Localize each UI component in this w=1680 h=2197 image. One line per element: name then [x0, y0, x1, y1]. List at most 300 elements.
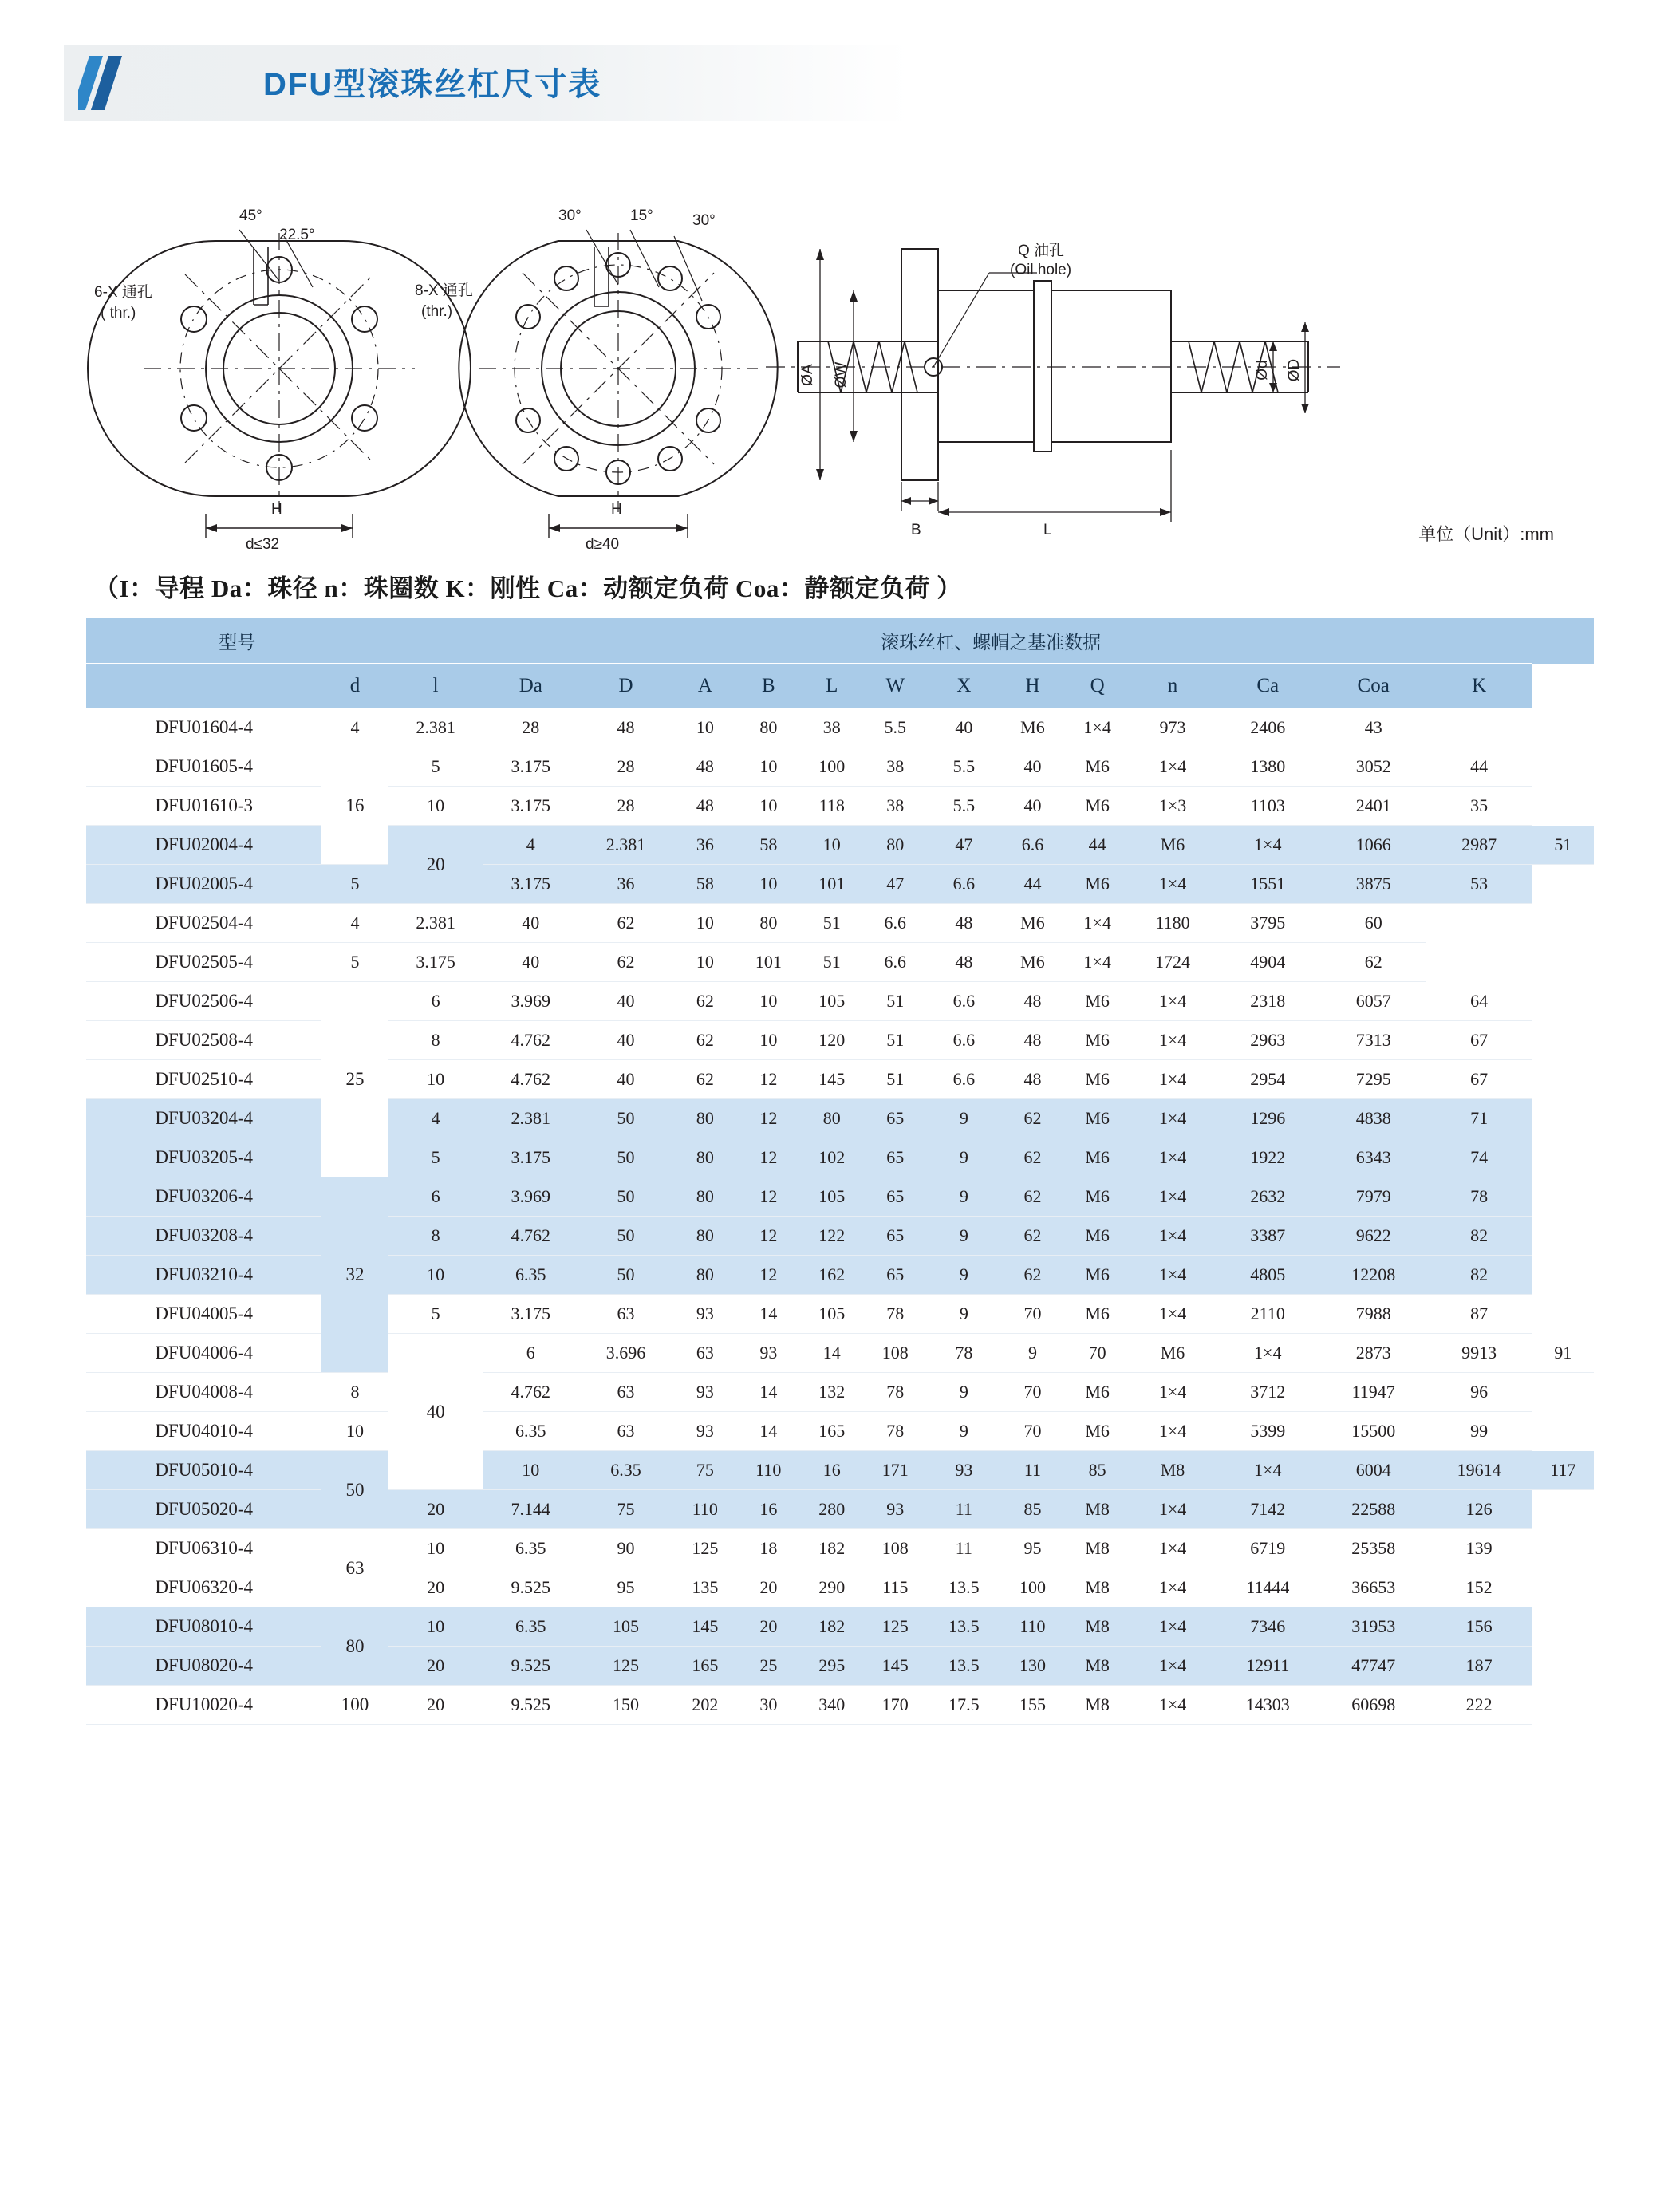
- cell-k: 60: [1320, 904, 1426, 943]
- table-row: [86, 943, 1594, 982]
- cell-a: 202: [673, 1686, 736, 1725]
- cell-da: 3.175: [483, 747, 578, 787]
- cell-model: DFU02510-4: [86, 1060, 321, 1099]
- cell-l: 5: [388, 747, 483, 787]
- cell-n: 1×4: [1064, 708, 1130, 747]
- page-header: [0, 45, 1680, 128]
- column-header-n: n: [1130, 664, 1215, 709]
- cell-h: 100: [1001, 1568, 1064, 1607]
- cell-d: 63: [321, 1529, 388, 1607]
- cell-ca: 2110: [1215, 1295, 1320, 1334]
- cell-ca: 1180: [1130, 904, 1215, 943]
- cell-d: 95: [578, 1568, 673, 1607]
- specification-table: [86, 618, 1594, 1725]
- cell-b: 10: [800, 826, 863, 865]
- cell-k: 78: [1426, 1177, 1532, 1217]
- cell-h: 48: [927, 943, 1001, 982]
- cell-l: 290: [800, 1568, 863, 1607]
- label-left-holes-sub: ( thr.): [101, 305, 136, 321]
- cell-l: 10: [483, 1451, 578, 1490]
- cell-d: 50: [321, 1451, 388, 1529]
- cell-b: 10: [737, 865, 800, 904]
- cell-ca: 2954: [1215, 1060, 1320, 1099]
- cell-a: 58: [673, 865, 736, 904]
- label-dim-H-left: H: [271, 501, 282, 518]
- cell-a: 125: [673, 1529, 736, 1568]
- cell-d: 63: [673, 1334, 736, 1373]
- cell-da: 3.175: [388, 943, 483, 982]
- cell-b: 14: [800, 1334, 863, 1373]
- cell-n: 1×4: [1130, 1256, 1215, 1295]
- label-dim-L: L: [1043, 522, 1052, 538]
- cell-k: 187: [1426, 1647, 1532, 1686]
- cell-d: 50: [578, 1256, 673, 1295]
- cell-l: 132: [800, 1373, 863, 1412]
- cell-da: 4.762: [483, 1060, 578, 1099]
- cell-d: 32: [321, 1177, 388, 1373]
- cell-d: 75: [673, 1451, 736, 1490]
- cell-l: 105: [800, 1177, 863, 1217]
- cell-ca: 2318: [1215, 982, 1320, 1021]
- cell-ca: 2632: [1215, 1177, 1320, 1217]
- cell-n: 1×4: [1130, 1607, 1215, 1647]
- cell-da: 9.525: [483, 1647, 578, 1686]
- cell-l: 165: [800, 1412, 863, 1451]
- cell-l: 10: [388, 1529, 483, 1568]
- cell-x: 5.5: [864, 708, 927, 747]
- cell-model: DFU04010-4: [86, 1412, 321, 1451]
- cell-d: 28: [483, 708, 578, 747]
- cell-a: 80: [673, 1217, 736, 1256]
- label-left-holes: 6-X 通孔: [94, 284, 152, 301]
- cell-x: 6.6: [1001, 826, 1064, 865]
- cell-w: 78: [927, 1334, 1001, 1373]
- cell-q: M6: [1064, 1099, 1130, 1138]
- cell-x: 13.5: [927, 1568, 1001, 1607]
- cell-a: 110: [737, 1451, 800, 1490]
- cell-b: 10: [673, 943, 736, 982]
- label-dim-phiW: ØW: [833, 361, 850, 389]
- cell-w: 47: [927, 826, 1001, 865]
- cell-l: 8: [321, 1373, 388, 1412]
- cell-k: 87: [1426, 1295, 1532, 1334]
- cell-d: 25: [321, 982, 388, 1177]
- cell-x: 9: [927, 1099, 1001, 1138]
- cell-l: 171: [864, 1451, 927, 1490]
- cell-b: 12: [737, 1217, 800, 1256]
- cell-q: M8: [1064, 1490, 1130, 1529]
- cell-ca: 6004: [1320, 1451, 1426, 1490]
- cell-h: 70: [1001, 1412, 1064, 1451]
- cell-a: 165: [673, 1647, 736, 1686]
- cell-x: 5.5: [927, 747, 1001, 787]
- cell-x: 9: [927, 1256, 1001, 1295]
- cell-h: 48: [927, 904, 1001, 943]
- cell-coa: 31953: [1320, 1607, 1426, 1647]
- cell-n: 1×4: [1130, 1295, 1215, 1334]
- table-row: [86, 1607, 1594, 1647]
- cell-l: 100: [800, 747, 863, 787]
- cell-n: 1×4: [1130, 1568, 1215, 1607]
- cell-l: 295: [800, 1647, 863, 1686]
- header-model: 型号: [86, 618, 388, 664]
- cell-ca: 5399: [1215, 1412, 1320, 1451]
- cell-q: M6: [1001, 708, 1064, 747]
- cell-h: 40: [1001, 747, 1064, 787]
- cell-a: 62: [673, 982, 736, 1021]
- cell-coa: 4904: [1215, 943, 1320, 982]
- cell-q: M6: [1064, 747, 1130, 787]
- cell-ca: 1103: [1215, 787, 1320, 826]
- cell-l: 4: [388, 1099, 483, 1138]
- table-row: [86, 1295, 1594, 1334]
- cell-w: 51: [800, 904, 863, 943]
- cell-coa: 15500: [1320, 1412, 1426, 1451]
- cell-l: 10: [388, 1607, 483, 1647]
- cell-d: 63: [578, 1412, 673, 1451]
- cell-l: 162: [800, 1256, 863, 1295]
- cell-w: 78: [864, 1373, 927, 1412]
- cell-l: 20: [388, 1490, 483, 1529]
- cell-w: 51: [864, 1021, 927, 1060]
- cell-l: 20: [388, 1647, 483, 1686]
- cell-model: DFU02005-4: [86, 865, 321, 904]
- cell-coa: 19614: [1426, 1451, 1532, 1490]
- cell-ca: 3387: [1215, 1217, 1320, 1256]
- cell-w: 93: [927, 1451, 1001, 1490]
- cell-model: DFU03206-4: [86, 1177, 321, 1217]
- cell-w: 65: [864, 1177, 927, 1217]
- cell-k: 67: [1426, 1060, 1532, 1099]
- cell-k: 156: [1426, 1607, 1532, 1647]
- cell-n: 1×4: [1064, 943, 1130, 982]
- cell-k: 74: [1426, 1138, 1532, 1177]
- cell-l: 80: [800, 1099, 863, 1138]
- cell-coa: 47747: [1320, 1647, 1426, 1686]
- cell-d: 40: [578, 1021, 673, 1060]
- cell-b: 10: [737, 982, 800, 1021]
- column-header-coa: Coa: [1320, 664, 1426, 709]
- cell-h: 40: [1001, 787, 1064, 826]
- cell-w: 145: [864, 1647, 927, 1686]
- cell-coa: 9913: [1426, 1334, 1532, 1373]
- cell-x: 9: [927, 1412, 1001, 1451]
- cell-a: 62: [578, 943, 673, 982]
- cell-h: 85: [1064, 1451, 1130, 1490]
- cell-b: 12: [737, 1256, 800, 1295]
- cell-q: M6: [1064, 1177, 1130, 1217]
- cell-q: M6: [1130, 1334, 1215, 1373]
- cell-l: 182: [800, 1607, 863, 1647]
- cell-ca: 7346: [1215, 1607, 1320, 1647]
- cell-k: 82: [1426, 1217, 1532, 1256]
- cell-a: 80: [673, 1099, 736, 1138]
- cell-l: 6: [388, 982, 483, 1021]
- cell-a: 80: [673, 1138, 736, 1177]
- table-body: [86, 708, 1594, 1725]
- cell-d: 105: [578, 1607, 673, 1647]
- cell-h: 70: [1001, 1373, 1064, 1412]
- label-dim-B: B: [911, 522, 921, 538]
- cell-q: M6: [1064, 1217, 1130, 1256]
- cell-l: 118: [800, 787, 863, 826]
- cell-h: 95: [1001, 1529, 1064, 1568]
- table-row: [86, 1490, 1594, 1529]
- column-header-l: l: [388, 664, 483, 709]
- cell-x: 9: [927, 1138, 1001, 1177]
- cell-model: DFU06310-4: [86, 1529, 321, 1568]
- cell-n: 1×4: [1130, 1177, 1215, 1217]
- cell-model: DFU10020-4: [86, 1686, 321, 1725]
- cell-da: 6.35: [483, 1256, 578, 1295]
- cell-n: 1×4: [1130, 982, 1215, 1021]
- cell-w: 51: [864, 1060, 927, 1099]
- table-row: [86, 1177, 1594, 1217]
- column-header-x: X: [927, 664, 1001, 709]
- cell-w: 65: [864, 1217, 927, 1256]
- cell-q: M8: [1064, 1686, 1130, 1725]
- cell-h: 130: [1001, 1647, 1064, 1686]
- cell-k: 67: [1426, 1021, 1532, 1060]
- cell-l: 4: [483, 826, 578, 865]
- cell-l: 8: [388, 1217, 483, 1256]
- cell-l: 4: [321, 904, 388, 943]
- cell-l: 101: [737, 943, 800, 982]
- cell-x: 5.5: [927, 787, 1001, 826]
- cell-h: 62: [1001, 1177, 1064, 1217]
- cell-d: 36: [578, 865, 673, 904]
- cell-b: 10: [737, 787, 800, 826]
- cell-coa: 25358: [1320, 1529, 1426, 1568]
- cell-n: 1×4: [1130, 1099, 1215, 1138]
- cell-model: DFU03210-4: [86, 1256, 321, 1295]
- cell-x: 9: [927, 1217, 1001, 1256]
- cell-w: 170: [864, 1686, 927, 1725]
- cell-n: 1×4: [1130, 1412, 1215, 1451]
- cell-w: 38: [864, 787, 927, 826]
- cell-q: M6: [1064, 865, 1130, 904]
- cell-d: 50: [578, 1177, 673, 1217]
- cell-ca: 14303: [1215, 1686, 1320, 1725]
- cell-da: 4.762: [483, 1021, 578, 1060]
- cell-w: 65: [864, 1099, 927, 1138]
- cell-model: DFU06320-4: [86, 1568, 321, 1607]
- cell-b: 12: [737, 1138, 800, 1177]
- cell-b: 16: [737, 1490, 800, 1529]
- table-row: [86, 1217, 1594, 1256]
- cell-coa: 60698: [1320, 1686, 1426, 1725]
- cell-n: 1×4: [1130, 1490, 1215, 1529]
- cell-x: 11: [927, 1490, 1001, 1529]
- cell-l: 5: [321, 865, 388, 904]
- cell-b: 10: [673, 708, 736, 747]
- cell-n: 1×4: [1064, 904, 1130, 943]
- cell-d: 40: [388, 1334, 483, 1490]
- cell-x: 6.6: [927, 1021, 1001, 1060]
- cell-a: 93: [673, 1295, 736, 1334]
- cell-l: 105: [800, 1295, 863, 1334]
- cell-d: 80: [321, 1607, 388, 1686]
- label-oil-hole-sub: (Oil hole): [1010, 262, 1072, 278]
- cell-k: 62: [1320, 943, 1426, 982]
- cell-h: 110: [1001, 1607, 1064, 1647]
- column-header-k: K: [1426, 664, 1532, 709]
- cell-a: 93: [737, 1334, 800, 1373]
- cell-b: 20: [737, 1607, 800, 1647]
- cell-model: DFU04008-4: [86, 1373, 321, 1412]
- cell-l: 101: [800, 865, 863, 904]
- cell-coa: 6057: [1320, 982, 1426, 1021]
- cell-q: M6: [1001, 943, 1064, 982]
- cell-x: 9: [927, 1373, 1001, 1412]
- cell-a: 145: [673, 1607, 736, 1647]
- cell-d: 40: [578, 982, 673, 1021]
- cell-k: 51: [1532, 826, 1594, 865]
- cell-h: 44: [1064, 826, 1130, 865]
- cell-model: DFU08020-4: [86, 1647, 321, 1686]
- cell-coa: 4838: [1320, 1099, 1426, 1138]
- cell-a: 135: [673, 1568, 736, 1607]
- label-dim-phiA: ØA: [799, 364, 816, 386]
- cell-k: 222: [1426, 1686, 1532, 1725]
- cell-model: DFU05020-4: [86, 1490, 321, 1529]
- cell-d: 150: [578, 1686, 673, 1725]
- cell-coa: 2406: [1215, 708, 1320, 747]
- cell-k: 126: [1426, 1490, 1532, 1529]
- cell-x: 13.5: [927, 1607, 1001, 1647]
- column-header-d: D: [578, 664, 673, 709]
- cell-h: 48: [1001, 1060, 1064, 1099]
- cell-x: 11: [927, 1529, 1001, 1568]
- cell-b: 14: [737, 1412, 800, 1451]
- cell-w: 47: [864, 865, 927, 904]
- cell-b: 16: [800, 1451, 863, 1490]
- cell-ca: 6719: [1215, 1529, 1320, 1568]
- label-angle-30b: 30°: [692, 212, 716, 229]
- cell-d: 50: [578, 1099, 673, 1138]
- cell-a: 80: [673, 1256, 736, 1295]
- table-row: [86, 826, 1594, 865]
- cell-b: 25: [737, 1647, 800, 1686]
- cell-x: 6.6: [864, 943, 927, 982]
- cell-q: M6: [1064, 1138, 1130, 1177]
- cell-h: 44: [1001, 865, 1064, 904]
- cell-k: 71: [1426, 1099, 1532, 1138]
- cell-d: 40: [483, 904, 578, 943]
- cell-d: 125: [578, 1647, 673, 1686]
- cell-l: 6: [388, 1177, 483, 1217]
- cell-ca: 4805: [1215, 1256, 1320, 1295]
- cell-k: 96: [1426, 1373, 1532, 1412]
- cell-coa: 3052: [1320, 747, 1426, 787]
- cell-da: 9.525: [483, 1686, 578, 1725]
- cell-l: 182: [800, 1529, 863, 1568]
- cell-k: 139: [1426, 1529, 1532, 1568]
- cell-h: 62: [1001, 1099, 1064, 1138]
- cell-n: 1×4: [1130, 1138, 1215, 1177]
- column-header-ca: Ca: [1215, 664, 1320, 709]
- drawing-svg: [0, 153, 1680, 560]
- cell-coa: 22588: [1320, 1490, 1426, 1529]
- cell-l: 5: [388, 1138, 483, 1177]
- cell-w: 38: [800, 708, 863, 747]
- page-title: DFU型滚珠丝杠尺寸表: [263, 67, 602, 102]
- cell-x: 17.5: [927, 1686, 1001, 1725]
- column-header-b: B: [737, 664, 800, 709]
- cell-da: 4.762: [483, 1373, 578, 1412]
- cell-d: 40: [578, 1060, 673, 1099]
- cell-q: M8: [1064, 1607, 1130, 1647]
- column-header-d: d: [321, 664, 388, 709]
- cell-a: 48: [673, 787, 736, 826]
- cell-ca: 2873: [1320, 1334, 1426, 1373]
- cell-b: 10: [737, 1021, 800, 1060]
- table-row: [86, 1647, 1594, 1686]
- cell-ca: 7142: [1215, 1490, 1320, 1529]
- cell-l: 80: [737, 708, 800, 747]
- label-oil-hole: Q 油孔: [1018, 243, 1065, 259]
- label-mid-holes-sub: (thr.): [421, 303, 453, 320]
- column-header-a: A: [673, 664, 736, 709]
- column-header-l: L: [800, 664, 863, 709]
- label-dim-phid: Ød: [1254, 360, 1271, 381]
- table-row: [86, 1568, 1594, 1607]
- table-row: [86, 708, 1594, 747]
- label-dim-H-mid: H: [611, 501, 622, 518]
- cell-model: DFU02004-4: [86, 826, 321, 865]
- cell-l: 10: [388, 1256, 483, 1295]
- cell-l: 102: [800, 1138, 863, 1177]
- cell-l: 10: [321, 1412, 388, 1451]
- table-row: [86, 1686, 1594, 1725]
- cell-q: M6: [1130, 826, 1215, 865]
- cell-a: 80: [673, 1177, 736, 1217]
- cell-w: 93: [864, 1490, 927, 1529]
- cell-h: 40: [927, 708, 1001, 747]
- cell-h: 155: [1001, 1686, 1064, 1725]
- cell-d: 75: [578, 1490, 673, 1529]
- table-row: [86, 904, 1594, 943]
- cell-coa: 12208: [1320, 1256, 1426, 1295]
- cell-a: 62: [673, 1060, 736, 1099]
- cell-x: 11: [1001, 1451, 1064, 1490]
- cell-l: 10: [388, 787, 483, 826]
- cell-coa: 3875: [1320, 865, 1426, 904]
- cell-a: 58: [737, 826, 800, 865]
- cell-x: 9: [1001, 1334, 1064, 1373]
- cell-w: 51: [864, 982, 927, 1021]
- column-header-da: Da: [483, 664, 578, 709]
- brand-slash-icon: [78, 56, 123, 110]
- cell-a: 48: [578, 708, 673, 747]
- cell-k: 99: [1426, 1412, 1532, 1451]
- table-header-row-top: [86, 618, 1594, 664]
- cell-q: M8: [1064, 1568, 1130, 1607]
- cell-h: 85: [1001, 1490, 1064, 1529]
- cell-ca: 1296: [1215, 1099, 1320, 1138]
- cell-da: 3.175: [483, 787, 578, 826]
- label-dim-phiD: ØD: [1286, 358, 1303, 382]
- cell-k: 152: [1426, 1568, 1532, 1607]
- cell-b: 14: [737, 1295, 800, 1334]
- table-header-row-sub: [86, 664, 1594, 709]
- cell-model: DFU05010-4: [86, 1451, 321, 1490]
- cell-h: 62: [1001, 1256, 1064, 1295]
- label-angle-225: 22.5°: [279, 227, 315, 243]
- label-dim-d-mid: d≥40: [586, 536, 620, 553]
- cell-w: 78: [864, 1295, 927, 1334]
- cell-model: DFU02506-4: [86, 982, 321, 1021]
